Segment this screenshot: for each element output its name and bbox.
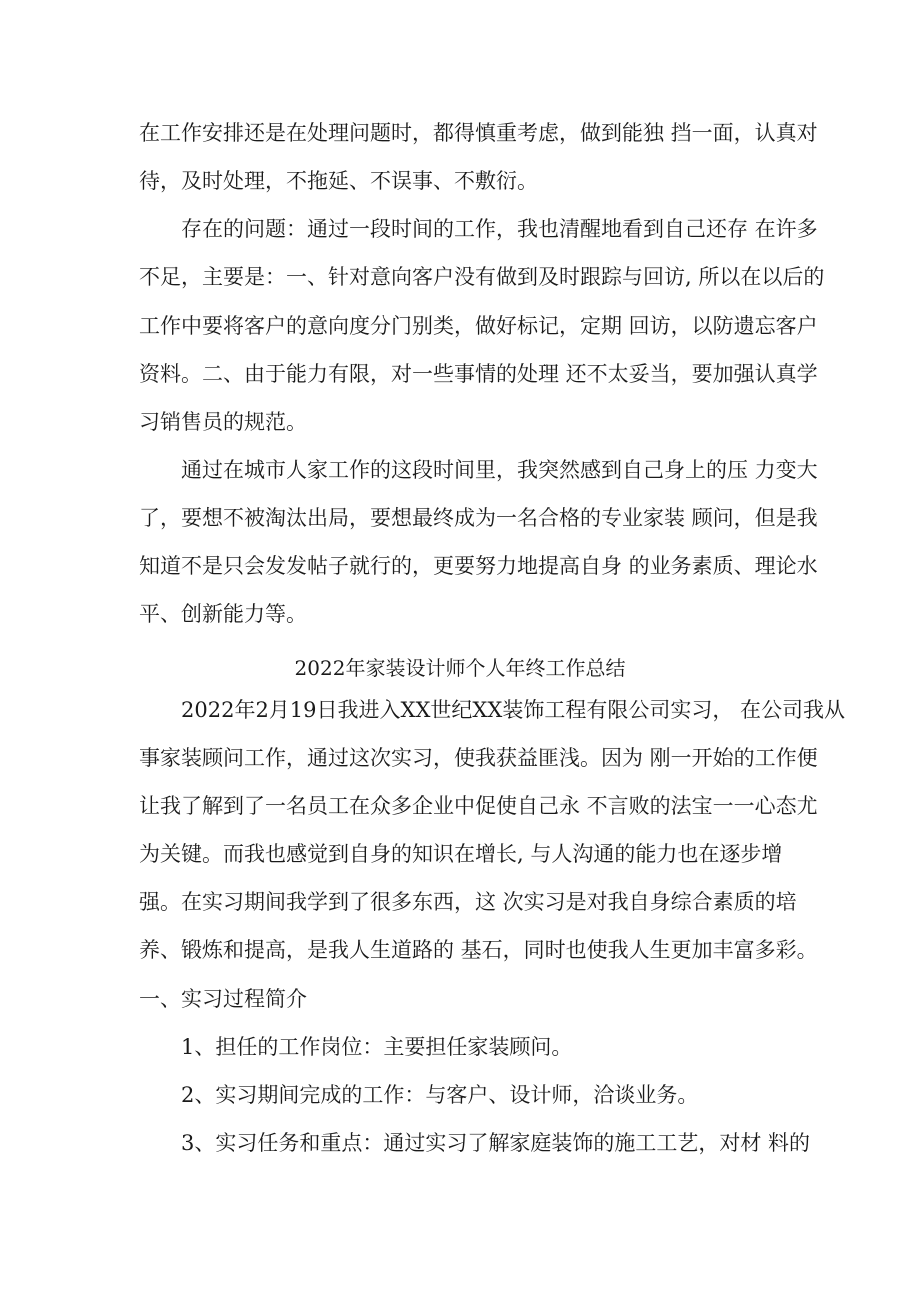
paragraph-3-line-1: 通过在城市人家工作的这段时间里，我突然感到自己身上的压 力变大 — [181, 458, 818, 482]
list-item-1: 1、担任的工作岗位：主要担任家装顾问。 — [181, 1035, 573, 1059]
paragraph-4-line-3: 让我了解到了一名员工在众多企业中促使自己永 不言败的法宝一一心态尤 — [139, 794, 818, 818]
paragraph-4-line-5: 强。在实习期间我学到了很多东西，这 次实习是对我自身综合素质的培 — [139, 890, 797, 914]
paragraph-4-line-4: 为关键。而我也感觉到自身的知识在增长, 与人沟通的能力也在逐步增 — [139, 842, 783, 866]
paragraph-4-line-1: 2022年2月19日我进入XX世纪XX装饰工程有限公司实习， 在公司我从 — [181, 698, 845, 722]
heading-1: 一、实习过程简介 — [139, 987, 307, 1011]
paragraph-2-line-1: 存在的问题：通过一段时间的工作，我也清醒地看到自己还存 在许多 — [181, 217, 818, 241]
paragraph-1-line-1: 在工作安排还是在处理问题时，都得慎重考虑，做到能独 挡一面，认真对 — [139, 121, 818, 145]
paragraph-1-line-2: 待，及时处理，不拖延、不误事、不敷衍。 — [139, 169, 538, 193]
paragraph-2-line-3: 工作中要将客户的意向度分门别类，做好标记，定期 回访，以防遗忘客户 — [139, 314, 818, 338]
section-title: 2022年家装设计师个人年终工作总结 — [294, 656, 626, 680]
list-item-3: 3、实习任务和重点：通过实习了解家庭装饰的施工工艺，对材 料的 — [181, 1131, 811, 1155]
paragraph-2-line-5: 习销售员的规范。 — [139, 410, 307, 434]
paragraph-3-line-2: 了，要想不被淘汰出局，要想最终成为一名合格的专业家装 顾问，但是我 — [139, 506, 818, 530]
paragraph-2-line-2: 不足，主要是：一、针对意向客户没有做到及时跟踪与回访, 所以在以后的 — [139, 265, 825, 289]
paragraph-2-line-4: 资料。二、由于能力有限，对一些事情的处理 还不太妥当，要加强认真学 — [139, 362, 818, 386]
paragraph-3-line-3: 知道不是只会发发帖子就行的，更要努力地提高自身 的业务素质、理论水 — [139, 554, 818, 578]
list-item-2: 2、实习期间完成的工作：与客户、设计师，洽谈业务。 — [181, 1083, 699, 1107]
paragraph-4-line-6: 养、锻炼和提高，是我人生道路的 基石，同时也使我人生更加丰富多彩。 — [139, 938, 818, 962]
paragraph-3-line-4: 平、创新能力等。 — [139, 602, 307, 626]
paragraph-4-line-2: 事家装顾问工作，通过这次实习，使我获益匪浅。因为 刚一开始的工作便 — [139, 746, 818, 770]
